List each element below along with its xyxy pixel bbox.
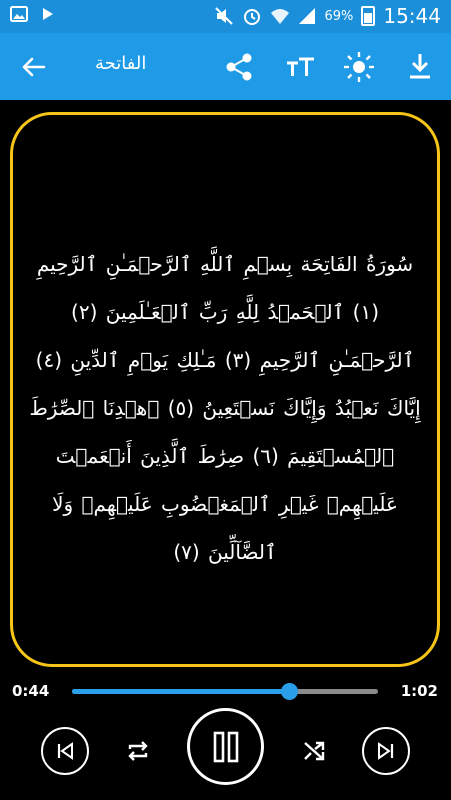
skip-previous-icon [55, 741, 75, 761]
repeat-icon [125, 738, 151, 764]
pause-button[interactable] [187, 708, 264, 785]
mute-icon [214, 6, 234, 26]
previous-button[interactable] [41, 727, 89, 775]
skip-next-icon [376, 741, 396, 761]
seek-bar[interactable] [72, 689, 378, 694]
download-icon[interactable] [403, 50, 437, 84]
brightness-icon[interactable] [342, 50, 376, 84]
back-arrow-icon[interactable] [18, 51, 50, 83]
clock: 15:44 [383, 4, 441, 28]
repeat-button[interactable] [120, 733, 156, 769]
pause-icon [211, 730, 241, 764]
next-button[interactable] [362, 727, 410, 775]
battery-icon [361, 6, 375, 26]
battery-percent: 69% [324, 8, 354, 24]
alarm-icon [242, 6, 262, 26]
signal-icon [298, 7, 316, 25]
app-bar [0, 33, 451, 100]
page-title: الفاتحة [95, 53, 147, 74]
wifi-icon [270, 7, 290, 25]
image-icon [10, 6, 28, 22]
shuffle-icon [301, 738, 327, 764]
shuffle-button[interactable] [296, 733, 332, 769]
play-icon [42, 7, 54, 21]
total-time: 1:02 [400, 682, 438, 700]
surah-text: سُورَةُ الفَاتِحَة بِسۡمِ ٱللَّهِ ٱلرَّحۡمَـٰنِ ٱلرَّحِيمِ (١) ٱلۡحَمۡدُ لِلَّهِ رَبِّ ٱلۡعَـٰلَمِينَ (٢) ٱلرَّحۡمَـٰنِ ٱلرَّحِيمِ (٣) مَـٰلِكِ يَوۡمِ ٱلدِّينِ (٤) إِيَّاكَ نَعۡبُدُ وَإِيَّاكَ نَسۡتَعِينُ (٥) ٱهۡدِنَا ٱلصِّرَٰطَ ٱلۡمُسۡتَقِيمَ (٦) صِرَٰطَ ٱلَّذِينَ أَنۡعَمۡتَ عَلَيۡهِمۡ غَيۡرِ ٱلۡمَغۡضُوبِ عَلَيۡهِمۡ وَلَا ٱلضَّآلِّينَ (٧) [29, 252, 421, 564]
seek-bar-progress [72, 689, 289, 694]
seek-bar-thumb[interactable] [281, 683, 298, 700]
status-bar [0, 0, 451, 33]
text-size-icon[interactable] [284, 50, 318, 84]
current-time: 0:44 [12, 682, 50, 700]
share-icon[interactable] [222, 50, 256, 84]
